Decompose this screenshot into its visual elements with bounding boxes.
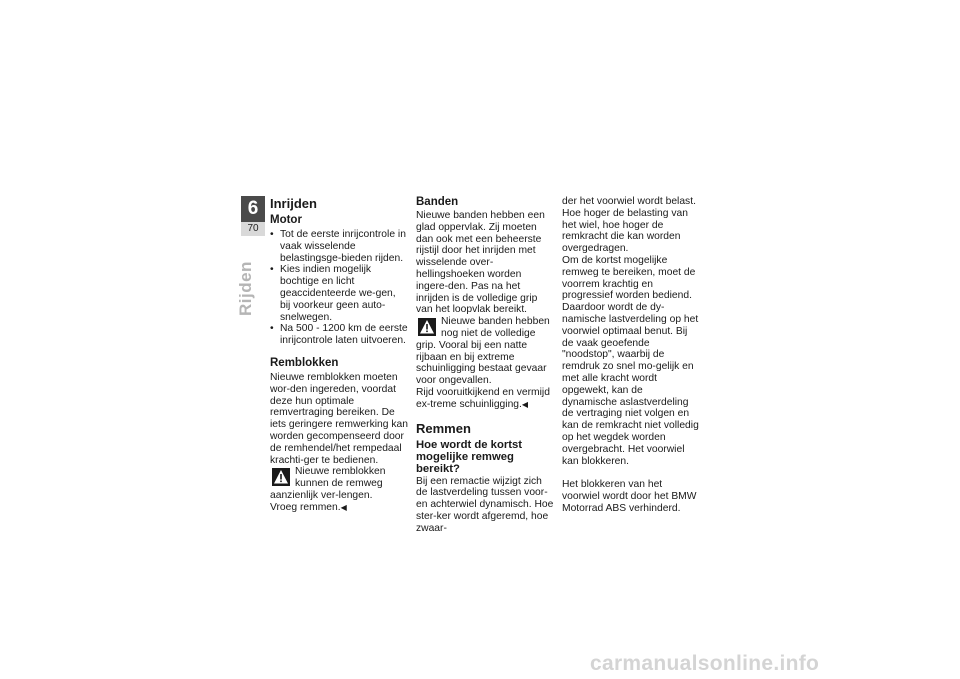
remmen-text-2: Om de kortst mogelijke remweg te bereiken, moet de voorrem krachtig en progressief worden bediend. Daardoor wordt de dy-namische lastverdeling op het voorwiel optimaal benut. Bij de vaak geoefende "noodstop", waarbij de remdruk zo snel mo-gelijk en met alle kracht wordt opgewekt, kan de dynamische aslastverdeling de vertraging niet volgen en kan de remkracht niet volledig op het wegdek worden overgebracht. Het voorwiel kan blokkeren. bbox=[562, 254, 699, 467]
section-title-inrijden: Inrijden bbox=[270, 196, 317, 211]
banden-text: Nieuwe banden hebben een glad oppervlak. Zij moeten dan ook met een beheerste rijstijl door het inrijden met wisselende over-hellingshoeken worden ingere-den. Pas na het inrijden is de volledige grip van het loopvlak bereikt. bbox=[416, 210, 545, 316]
chapter-tab bbox=[241, 196, 265, 236]
remblokken-text: Nieuwe remblokken moeten wor-den ingereden, voordat deze hun optimale remvertraging bereiken. De iets geringere remwerking kan worden gecompenseerd door de remhendel/het rempedaal krachti-ger te bedienen. bbox=[270, 371, 408, 466]
warning-follow: Vroeg remmen. bbox=[270, 501, 341, 513]
remmen-continued-text: der het voorwiel wordt belast. Hoe hoger de belasting van het wiel, hoe hoger de remkracht die kan worden overgedragen. bbox=[562, 196, 696, 255]
end-mark-icon: ◀ bbox=[521, 399, 529, 409]
heading-kortste-remweg: Hoe wordt de kortst mogelijke remweg bereikt? bbox=[416, 438, 523, 475]
list-item: • Na 500 - 1200 km de eerste inrijcontrole laten uitvoeren. bbox=[270, 323, 408, 347]
warning-text: Nieuwe banden hebben nog niet de volledige grip. Vooral bij een natte rijbaan en bij extreme schuinligging bestaat gevaar voor ongevallen. bbox=[416, 316, 550, 387]
section-title-remmen: Remmen bbox=[416, 420, 471, 436]
warning-text: Nieuwe remblokken kunnen de remweg aanzienlijk ver-lengen. bbox=[270, 466, 386, 501]
chapter-number: 6 bbox=[241, 196, 265, 222]
abs-text: Het blokkeren van het voorwiel wordt door het BMW Motorrad ABS verhinderd. bbox=[562, 479, 697, 514]
column-1 bbox=[270, 196, 408, 514]
end-mark-icon: ◀ bbox=[340, 502, 347, 512]
heading-banden: Banden bbox=[416, 196, 459, 208]
warning-follow: Rijd vooruitkijkend en vermijd ex-treme schuinligging. bbox=[416, 386, 550, 410]
watermark: carmanualsonline.info bbox=[590, 652, 820, 675]
column-2 bbox=[416, 196, 554, 535]
remmen-text: Bij een remactie wijzigt zich de lastverdeling tussen voor- en achterwiel dynamisch. Hoe ster-ker wordt afgeremd, hoe zwaar- bbox=[416, 475, 554, 534]
warning-block bbox=[270, 466, 408, 501]
warning-icon bbox=[272, 468, 290, 486]
warning-icon bbox=[418, 318, 436, 336]
list-item: • Tot de eerste inrijcontrole in vaak wisselende belastingsge-bieden rijden. bbox=[270, 229, 408, 264]
heading-remblokken: Remblokken bbox=[270, 356, 339, 369]
page-number: 70 bbox=[241, 222, 265, 236]
list-item: • Kies indien mogelijk bochtige en licht geaccidenteerde we-gen, bij voorkeur geen auto-snelwegen. bbox=[270, 264, 408, 323]
warning-block bbox=[416, 316, 554, 387]
chapter-side-title: Rijden bbox=[236, 261, 255, 316]
column-3 bbox=[562, 196, 700, 515]
heading-motor: Motor bbox=[270, 214, 302, 226]
motor-list bbox=[270, 229, 408, 347]
